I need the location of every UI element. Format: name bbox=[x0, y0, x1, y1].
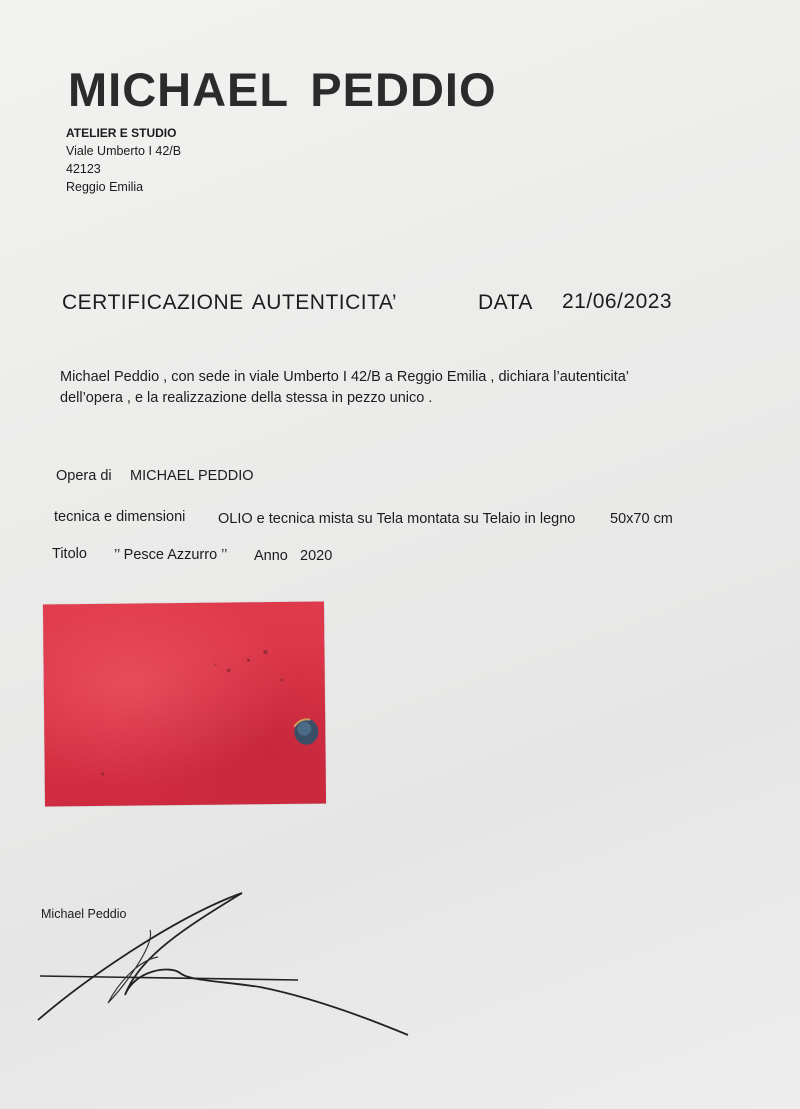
address-postcode: 42123 bbox=[66, 162, 101, 176]
artist-value: MICHAEL PEDDIO bbox=[130, 468, 254, 484]
title-label: Titolo bbox=[52, 546, 87, 562]
address-city: Reggio Emilia bbox=[66, 180, 144, 194]
address-street: Viale Umberto I 42/B bbox=[66, 144, 182, 158]
handwritten-signature bbox=[30, 885, 430, 1045]
certificate-title: CERTIFICAZIONE AUTENTICITA’ bbox=[62, 291, 398, 314]
year-value: 2020 bbox=[300, 548, 333, 564]
signature-name: Michael Peddio bbox=[41, 907, 127, 921]
technique-value: OLIO e tecnica mista su Tela montata su Telaio in legno bbox=[218, 511, 576, 527]
technique-label: tecnica e dimensioni bbox=[54, 509, 186, 525]
dimensions-value: 50x70 cm bbox=[610, 511, 673, 527]
declaration-line-2: dell’opera , e la realizzazione della stessa in pezzo unico . bbox=[60, 390, 433, 406]
artist-name-heading: MICHAEL PEDDIO bbox=[68, 63, 497, 116]
declaration-line-1: Michael Peddio , con sede in viale Umberto I 42/B a Reggio Emilia , dichiara l’autenticita’ bbox=[60, 369, 630, 385]
date-label: DATA bbox=[478, 291, 533, 314]
artwork-texture bbox=[43, 602, 326, 807]
title-value: ’’ Pesce Azzurro ’’ bbox=[114, 547, 228, 563]
artwork-photo bbox=[43, 602, 326, 807]
studio-label: ATELIER E STUDIO bbox=[66, 126, 177, 140]
artist-label: Opera di bbox=[56, 468, 112, 484]
date-value: 21/06/2023 bbox=[562, 290, 673, 313]
year-label: Anno bbox=[254, 548, 288, 564]
